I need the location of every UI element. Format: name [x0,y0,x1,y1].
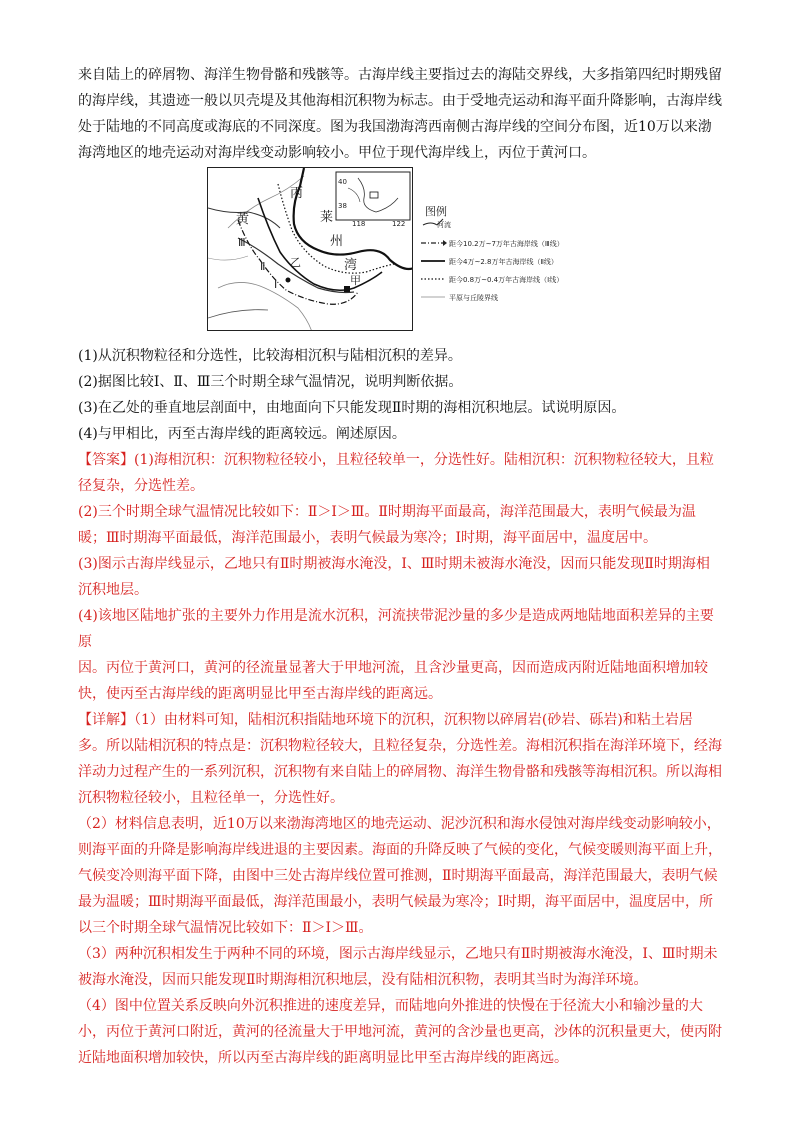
answer-3-line-2: 沉积地层。 [78,582,148,598]
answer-2-line-1: (2)三个时期全球气温情况比较如下：Ⅱ＞Ⅰ＞Ⅲ。Ⅱ时期海平面最高，海洋范围最大，表明气候最为温 [78,504,696,520]
label-yi: 乙 [290,256,301,269]
label-huang: 黄 [236,212,250,227]
explanation-2-line-3: 气候变冷则海平面下降，由图中三处古海岸线位置可推测，Ⅱ时期海平面最高，海洋范围最大，表明气候 [78,868,718,884]
intro-line-1: 来自陆上的碎屑物、海洋生物骨骼和残骸等。古海岸线主要指过去的海陆交界线，大多指第四纪时期残留 [78,67,722,83]
inset-lat-40: 40 [338,178,347,186]
explanation-1-line-3: 洋动力过程产生的一系列沉积，沉积物有来自陆上的碎屑物、海洋生物骨骼和残骸等海相沉积。所以海相 [78,764,722,780]
answer-4-line-1: (4)该地区陆地扩张的主要外力作用是流水沉积，河流挟带泥沙量的多少是造成两地陆地面积差异的主要 [78,608,714,624]
intro-line-3: 处于陆地的不同高度或海底的不同深度。图为我国渤海湾西南侧古海岸线的空间分布图，近10万以来渤 [78,119,712,135]
label-line-3: Ⅲ [238,236,246,249]
intro-line-4: 海湾地区的地壳运动对海岸线变动影响较小。甲位于现代海岸线上，丙位于黄河口。 [78,145,596,161]
answer-1-line-1: 【答案】(1)海相沉积：沉积物粒径较小，且粒径较单一，分选性好。陆相沉积：沉积物粒径较大，且粒 [78,452,714,468]
coastline-map-figure [207,167,599,333]
answer-3-line-1: (3)图示古海岸线显示，乙地只有Ⅱ时期被海水淹没，I、Ⅲ时期未被海水淹没，因而只能发现Ⅱ时期海相 [78,556,710,572]
map-legend [419,167,599,333]
inset-lon-118: 118 [352,220,366,228]
map-drawing [208,168,413,331]
explanation-4-line-3: 近陆地面积增加较快，所以丙至古海岸线的距离明显比甲至古海岸线的距离远。 [78,1050,568,1066]
question-3: (3)在乙处的垂直地层剖面中，由地面向下只能发现Ⅱ时期的海相沉积地层。试说明原因。 [78,400,626,416]
label-zhou: 州 [330,234,344,249]
question-4: (4)与甲相比，丙至古海岸线的距离较远。阐述原因。 [78,426,406,442]
explanation-3-line-2: 被海水淹没，因而只能发现Ⅱ时期海相沉积地层，没有陆相沉积物，表明其当时为海洋环境。 [78,972,648,988]
inset-lon-122: 122 [392,220,406,228]
explanation-1-line-4: 沉积物粒径较小，且粒径单一，分选性好。 [78,790,344,806]
label-jia: 甲 [350,274,361,287]
label-line-1: Ⅰ [274,278,278,291]
legend-line-2: 距今4万~2.8万年古海岸线（Ⅱ线） [449,258,558,266]
explanation-4-line-1: （4）图中位置关系反映向外沉积推进的速度差异，而陆地向外推进的快慢在于径流大小和输沙量的大 [78,998,703,1014]
legend-symbols [419,217,459,327]
intro-line-2: 的海岸线，其遗迹一般以贝壳堤及其他海相沉积物为标志。由于受地壳运动和海平面升降影响，古海岸线 [78,93,722,109]
label-bing: 丙 [290,186,304,201]
legend-line-3: 距今10.2万~7万年古海岸线（Ⅲ线） [449,240,564,248]
explanation-2-line-1: （2）材料信息表明，近10万以来渤海湾地区的地壳运动、泥沙沉积和海水侵蚀对海岸线变动影响较小， [78,816,721,832]
explanation-2-line-2: 则海平面的升降是影响海岸线进退的主要因素。海面的升降反映了气候的变化，气候变暖则海平面上升， [78,842,722,858]
answer-4-line-4: 快，使丙至古海岸线的距离明显比甲至古海岸线的距离远。 [78,686,442,702]
explanation-2-line-4: 最为温暖；Ⅲ时期海平面最低，海洋范围最小，表明气候最为寒冷；I时期，海平面居中，温度居中，所 [78,894,714,910]
answer-1-line-2: 径复杂，分选性差。 [78,478,204,494]
label-wan: 湾 [344,258,358,273]
map-frame [207,167,413,331]
inset-lat-38: 38 [338,202,347,210]
answer-2-line-2: 暖；Ⅲ时期海平面最低，海洋范围最小，表明气候最为寒冷；I时期，海平面居中，温度居中。 [78,530,658,546]
question-2: (2)据图比较Ⅰ、Ⅱ、Ⅲ三个时期全球气温情况，说明判断依据。 [78,374,463,390]
legend-title: 图例 [425,205,447,218]
explanation-1-line-1: 【详解】（1）由材料可知，陆相沉积指陆地环境下的沉积，沉积物以碎屑岩(砂岩、砾岩)和粘土岩居 [78,712,693,728]
label-line-2: Ⅱ [260,260,266,273]
explanation-3-line-1: （3）两种沉积相发生于两种不同的环境，图示古海岸线显示，乙地只有Ⅱ时期被海水淹没，I、Ⅲ时期未 [78,946,718,962]
legend-river: 河流 [437,221,451,229]
legend-line-1: 距今0.8万~0.4万年古海岸线（Ⅰ线） [449,276,564,284]
label-lai: 莱 [320,210,334,225]
question-1: (1)从沉积物粒径和分选性，比较海相沉积与陆相沉积的差异。 [78,348,462,364]
point-yi-marker [286,278,291,283]
explanation-4-line-2: 小，丙位于黄河口附近，黄河的径流量大于甲地河流，黄河的含沙量也更高，沙体的沉积量更大，使丙附 [78,1024,722,1040]
explanation-2-line-5: 以三个时期全球气温情况比较如下：Ⅱ＞Ⅰ＞Ⅲ。 [78,920,373,936]
answer-4-line-3: 因。丙位于黄河口，黄河的径流量显著大于甲地河流，且含沙量更高，因而造成丙附近陆地面积增加较 [78,660,708,676]
explanation-1-line-2: 多。所以陆相沉积的特点是：沉积物粒径较大，且粒径复杂，分选性差。海相沉积指在海洋环境下，经海 [78,738,722,754]
inset-map [336,172,410,220]
answer-4-line-2: 原 [78,634,92,650]
legend-boundary: 平原与丘陵界线 [449,294,498,302]
